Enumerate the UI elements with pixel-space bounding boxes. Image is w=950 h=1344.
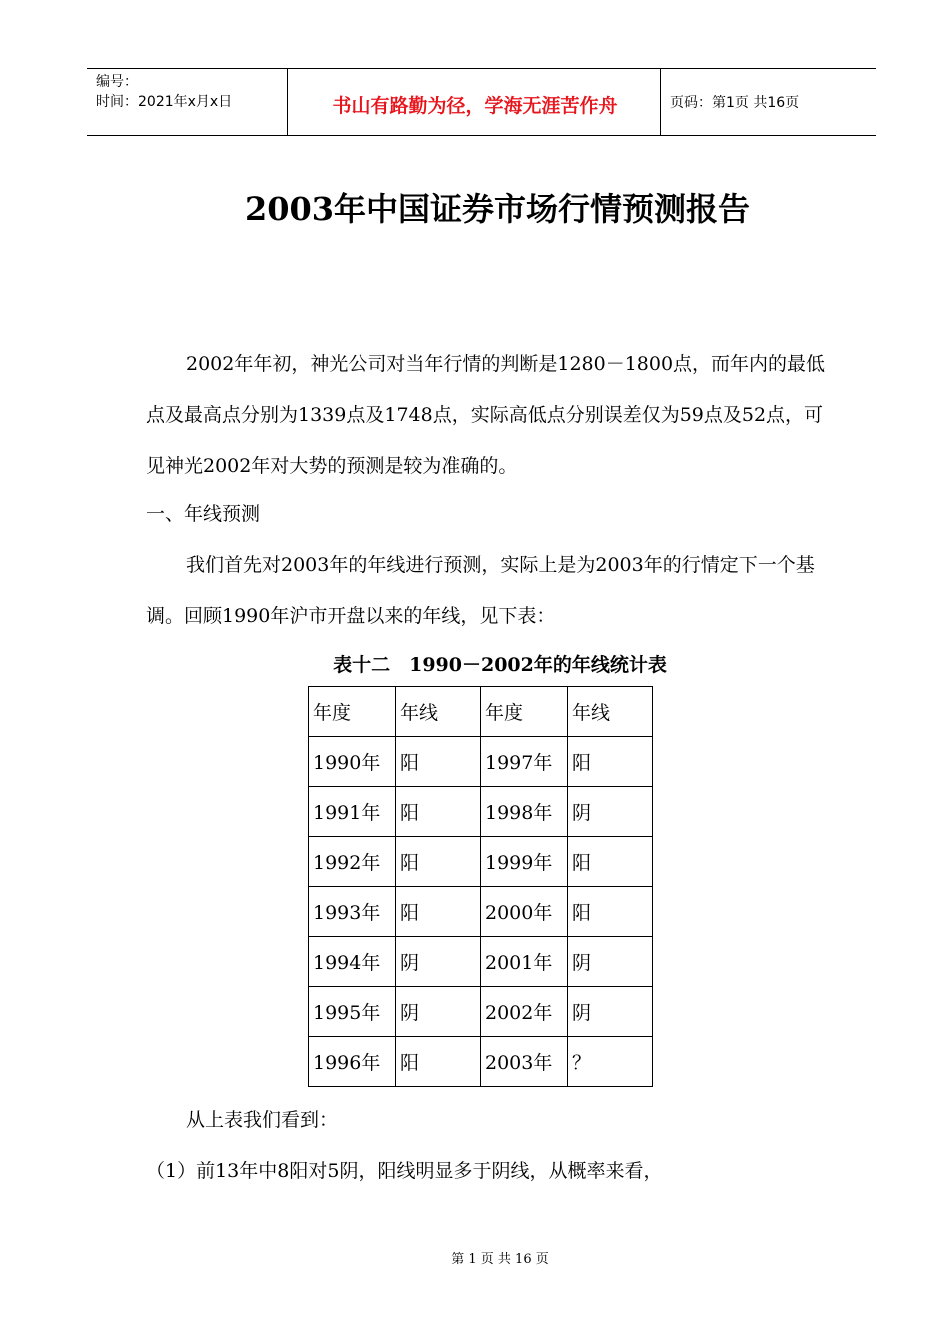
table-row [309, 787, 653, 837]
table-cell: 1997年 [481, 737, 568, 787]
table-cell: 阴 [396, 937, 481, 987]
document-number-label: 编号： [96, 74, 138, 90]
table-cell: 1995年 [309, 987, 396, 1037]
paragraph-intro: 2002年年初，神光公司对当年行情的判断是1280－1800点，而年内的最低点及最高点分别为1339点及1748点，实际高低点分别误差仅为59点及52点，可见神光2002年对大势的预测是较为准确的。 [146, 353, 826, 477]
header-page-info: 页码：第1页 共16页 [670, 95, 800, 111]
paragraph-observation-intro: 从上表我们看到： [186, 1109, 339, 1131]
table-row [309, 837, 653, 887]
table-cell: 1991年 [309, 787, 396, 837]
table-cell: 1998年 [481, 787, 568, 837]
paragraph-annual-line: 我们首先对2003年的年线进行预测，实际上是为2003年的行情定下一个基调。回顾1990年沪市开盘以来的年线，见下表： [146, 554, 815, 627]
table-cell: 1999年 [481, 837, 568, 887]
table-cell: 阴 [568, 987, 653, 1037]
table-cell: ？ [568, 1037, 653, 1087]
document-time-label: 时间：2021年x月x日 [96, 94, 233, 110]
header-divider-left [287, 68, 288, 136]
table-cell: 阴 [396, 987, 481, 1037]
table-cell: 1993年 [309, 887, 396, 937]
table-row [309, 987, 653, 1037]
table-header-cell: 年线 [396, 687, 481, 737]
table-cell: 阳 [396, 837, 481, 887]
table-cell: 2001年 [481, 937, 568, 987]
table-cell: 1994年 [309, 937, 396, 987]
table-cell: 阳 [396, 737, 481, 787]
table-cell: 阳 [396, 887, 481, 937]
page-footer: 第 1 页 共 16 页 [451, 1252, 549, 1267]
header-motto: 书山有路勤为径，学海无涯苦作舟 [332, 95, 618, 117]
annual-line-table [308, 686, 653, 1087]
table-row [309, 1037, 653, 1087]
table-caption: 表十二 1990－2002年的年线统计表 [333, 654, 667, 676]
table-row [309, 737, 653, 787]
header-divider-right [660, 68, 661, 136]
table-cell: 1990年 [309, 737, 396, 787]
table-row [309, 937, 653, 987]
table-cell: 1996年 [309, 1037, 396, 1087]
table-cell: 2002年 [481, 987, 568, 1037]
header-meta [96, 72, 232, 112]
table-row [309, 887, 653, 937]
table-cell: 2003年 [481, 1037, 568, 1087]
header-top-rule [87, 68, 876, 69]
table-header-row [309, 687, 653, 737]
table-header-cell: 年度 [481, 687, 568, 737]
table-header-cell: 年线 [568, 687, 653, 737]
table-cell: 阳 [396, 1037, 481, 1087]
document-title: 2003年中国证券市场行情预测报告 [244, 190, 751, 228]
table-cell: 阴 [568, 937, 653, 987]
header-bottom-rule [87, 135, 876, 136]
table-cell: 阳 [568, 887, 653, 937]
section-heading-annual-line: 一、年线预测 [146, 503, 261, 525]
table-cell: 1992年 [309, 837, 396, 887]
table-header-cell: 年度 [309, 687, 396, 737]
table-cell: 阳 [396, 787, 481, 837]
paragraph-observation-1: （1）前13年中8阳对5阴，阳线明显多于阴线，从概率来看， [146, 1160, 663, 1182]
table-cell: 阳 [568, 737, 653, 787]
table-cell: 阳 [568, 837, 653, 887]
table-cell: 阴 [568, 787, 653, 837]
table-cell: 2000年 [481, 887, 568, 937]
